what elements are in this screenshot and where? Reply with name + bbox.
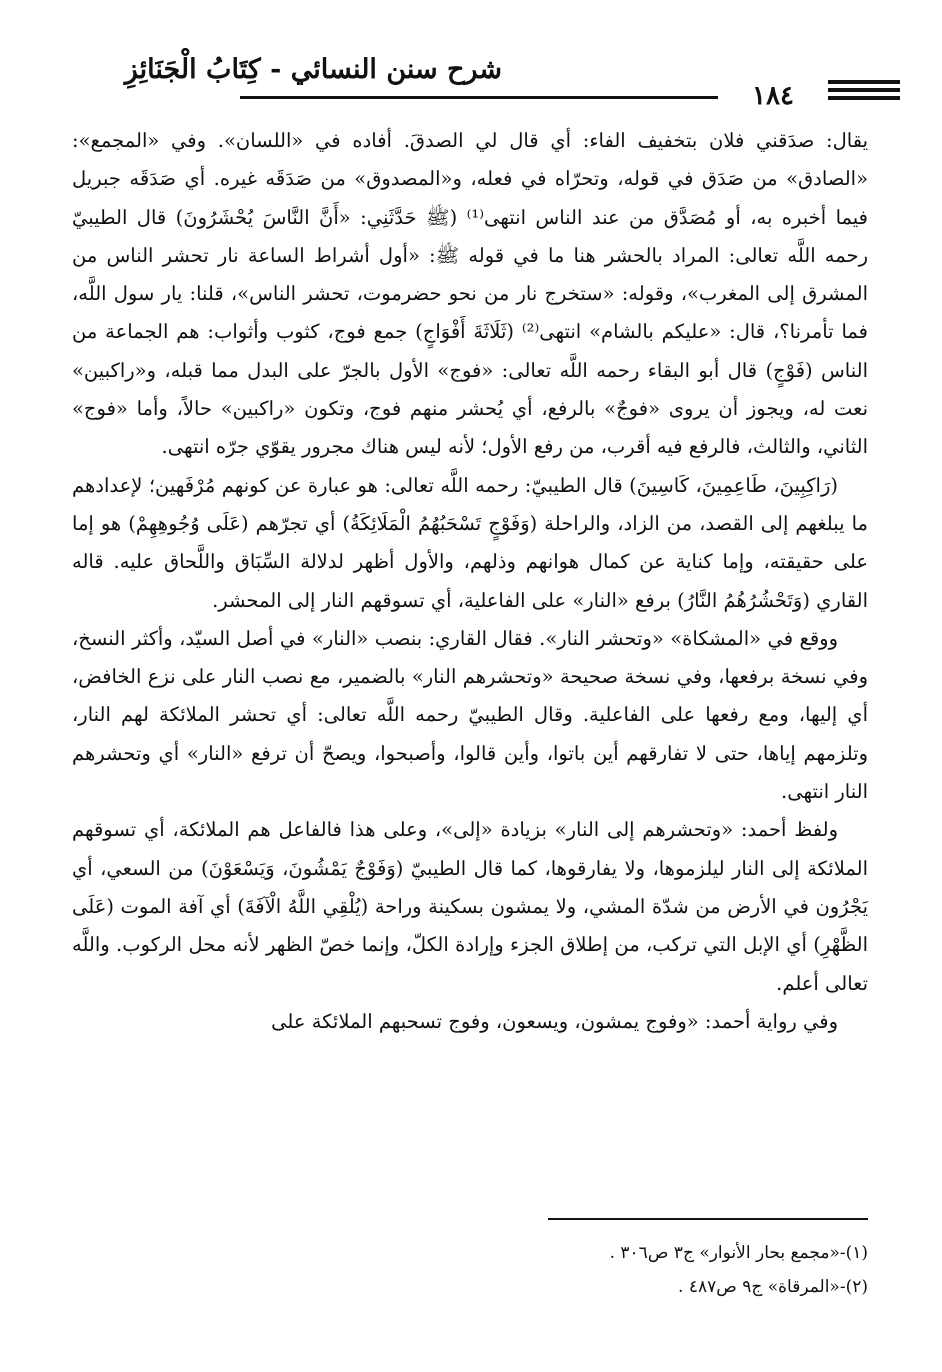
paragraph: وفي رواية أحمد: «وفوج يمشون، ويسعون، وفوج تسحبهم الملائكة على xyxy=(271,1009,838,1033)
main-text xyxy=(72,122,868,1041)
paragraph: (رَاكِبِينَ، طَاعِمِينَ، كَاسِينَ) قال الطيبيّ: رحمه اللَّه تعالى: هو عبارة عن كونهم مُرْفَهين؛ لإعدادهم ما يبلغهم إلى القصد، من الزاد، والراحلة (وَفَوْجٍ تَسْحَبُهُمُ الْمَلَائِكَةُ) أي تجرّهم (عَلَى وُجُوهِهِمْ) هو إما على حقيقته، وإما كناية عن كمال هوانهم وذلهم، والأول أظهر لدلالة السِّبَاق واللَّحاق عليه. قاله القاري (وَتَحْشُرُهُمُ النَّارُ) برفع «النار» على الفاعلية، أي تسوقهم النار إلى المحشر. xyxy=(72,473,868,612)
footnote-separator xyxy=(548,1218,868,1220)
footnotes xyxy=(72,1236,868,1304)
paragraph: يقال: صدَقني فلان بتخفيف الفاء: أي قال لي الصدقَ. أفاده في «اللسان». وفي «المجمع»: «الصادق» من صَدَق في قوله، وتحرّاه في فعله، و«المصدوق» من صَدَقَه غيره. أي صَدَقَه جبريل فيما أخبره به، أو مُصَدَّق من عند الناس انتهى⁽¹⁾ (ﷺ حَدَّثَنِي: «أَنَّ النَّاسَ يُحْشَرُونَ) قال الطيبيّ رحمه اللَّه تعالى: المراد بالحشر هنا ما في قوله ﷺ: «أول أشراط الساعة نار تحشر الناس من المشرق إلى المغرب»، وقوله: «ستخرج نار من نحو حضرموت، تحشر الناس»، قلنا: يار سول اللَّه، فما تأمرنا؟، قال: «عليكم بالشام» انتهى⁽²⁾ (ثَلَاثَةَ أَفْوَاجٍ) جمع فوج، كثوب وأثواب: هم الجماعة من الناس (فَوْجٍ) قال أبو البقاء رحمه اللَّه تعالى: «فوج» الأول بالجرّ على البدل مما قبله، و«راكبين» نعت له، ويجوز أن يروى «فوجٌ» بالرفع، أي يُحشر منهم فوج، وتكون «راكبين» حالاً، وأما «فوج» الثاني، والثالث، فالرفع فيه أقرب، من رفع الأول؛ لأنه ليس هناك مجرور يقوّي جرّه انتهى. xyxy=(72,129,869,459)
footnote: (٢)-«المرقاة» ج٩ ص٤٨٧ . xyxy=(678,1277,868,1297)
paragraph: ووقع في «المشكاة» «وتحشر النار». فقال القاري: بنصب «النار» في أصل السيّد، وأكثر النسخ، وفي نسخة برفعها، وفي نسخة صحيحة «وتحشرهم النار» بالضمير، مع نصب النار على نزع الخافض، أي إليها، ومع رفعها على الفاعلية. وقال الطيبيّ رحمه اللَّه تعالى: أي تحشر الملائكة لهم النار، وتلزمهم إياها، حتى لا تفارقهم أين باتوا، وأين قالوا، وأصبحوا، ويصحّ أن ترفع «النار» أي وتحشرهم النار انتهى. xyxy=(72,626,868,804)
footnote: (١)-«مجمع بحار الأنوار» ج٣ ص٣٠٦ . xyxy=(609,1243,868,1263)
paragraph: ولفظ أحمد: «وتحشرهم إلى النار» بزيادة «إلى»، وعلى هذا فالفاعل هم الملائكة، أي تسوقهم الملائكة إلى النار ليلزموها، ولا يفارقوها، كما قال الطيبيّ (وَفَوْجٌ يَمْشُونَ، وَيَسْعَوْنَ) من السعي، أي يَجْرُون في الأرض من شدّة المشي، ولا يمشون بسكينة وراحة (يُلْقِي اللَّهُ الْآفَةَ) أي آفة الموت (عَلَى الظَّهْرِ) أي الإبل التي تركب، من إطلاق الجزء وإرادة الكلّ، وإنما خصّ الظهر لأنه محل الركوب. واللَّه تعالى أعلم. xyxy=(72,818,868,995)
running-title: شرح سنن النسائي - كِتَابُ الْجَنَائِزِ xyxy=(124,54,502,85)
page-number: ١٨٤ xyxy=(718,76,828,116)
